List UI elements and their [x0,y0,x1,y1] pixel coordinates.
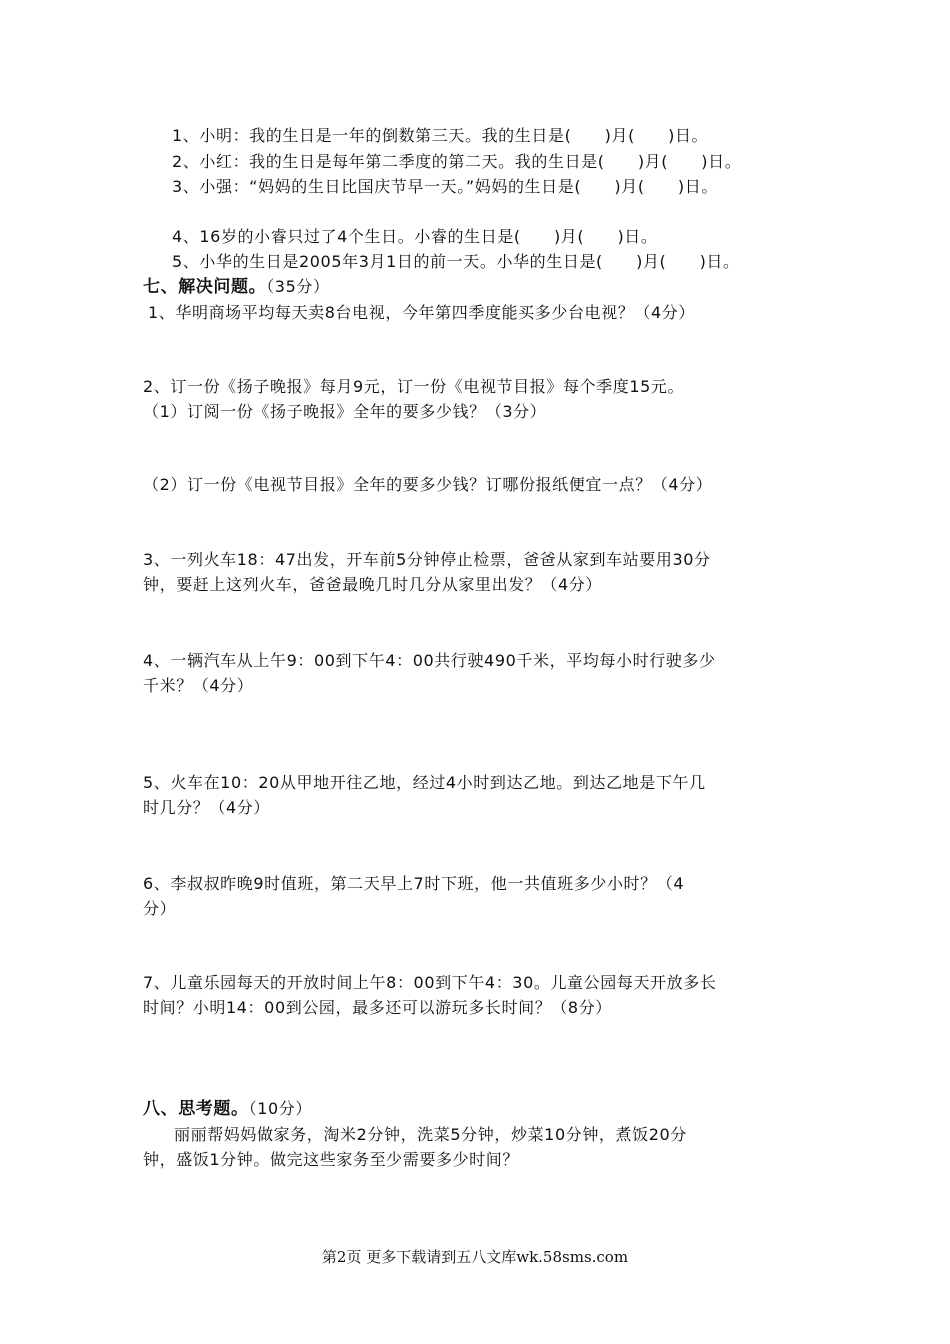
section-8-score: （10分） [248,1099,312,1118]
part6-question-4: 4、16岁的小睿只过了4个生日。小睿的生日是( )月( )日。 [172,227,658,246]
part7-question-7-line-1: 7、儿童乐园每天的开放时间上午8：00到下午4：30。儿童公园每天开放多长 [143,973,717,992]
part8-question-line-1: 丽丽帮妈妈做家务，淘米2分钟，洗菜5分钟，炒菜10分钟，煮饭20分 [174,1125,687,1144]
section-heading-8 [143,1098,312,1120]
part6-question-5: 5、小华的生日是2005年3月1日的前一天。小华的生日是( )月( )日。 [172,252,740,271]
part7-question-5-line-1: 5、火车在10：20从甲地开往乙地，经过4小时到达乙地。到达乙地是下午几 [143,773,706,792]
part7-question-2-sub-2: （2）订一份《电视节目报》全年的要多少钱？订哪份报纸便宜一点？（4分） [143,475,713,494]
part7-question-3-line-2: 钟，要赶上这列火车，爸爸最晚几时几分从家里出发？（4分） [143,575,602,594]
part8-question-line-2: 钟，盛饭1分钟。做完这些家务至少需要多少时间？ [143,1150,519,1169]
section-heading-7 [143,276,330,298]
page-footer: 第2页 更多下载请到五八文库wk.58sms.com [321,1248,629,1266]
part7-question-3-line-1: 3、一列火车18：47出发，开车前5分钟停止检票，爸爸从家到车站要用30分 [143,550,711,569]
part7-question-6-line-2: 分） [143,899,177,918]
part7-question-1: 1、华明商场平均每天卖8台电视，今年第四季度能买多少台电视？（4分） [148,303,695,322]
part6-question-2: 2、小红：我的生日是每年第二季度的第二天。我的生日是( )月( )日。 [172,152,742,171]
section-7-title: 七、解决问题。 [143,277,267,297]
part7-question-2-sub-1: （1）订阅一份《扬子晚报》全年的要多少钱？（3分） [143,402,547,421]
section-7-score: （35分） [266,277,330,296]
part6-question-1: 1、小明：我的生日是一年的倒数第三天。我的生日是( )月( )日。 [172,126,709,145]
part7-question-6-line-1: 6、李叔叔昨晚9时值班，第二天早上7时下班，他一共值班多少小时？（4 [143,874,685,893]
part7-question-5-line-2: 时几分？（4分） [143,798,270,817]
part6-question-3: 3、小强：“妈妈的生日比国庆节早一天。”妈妈的生日是( )月( )日。 [172,177,718,196]
part7-question-4-line-1: 4、一辆汽车从上午9：00到下午4：00共行驶490千米，平均每小时行驶多少 [143,651,716,670]
part7-question-2-intro: 2、订一份《扬子晚报》每月9元，订一份《电视节目报》每个季度15元。 [143,377,685,396]
part7-question-4-line-2: 千米？（4分） [143,676,254,695]
part7-question-7-line-2: 时间？小明14：00到公园，最多还可以游玩多长时间？（8分） [143,998,612,1017]
section-8-title: 八、思考题。 [143,1099,249,1119]
